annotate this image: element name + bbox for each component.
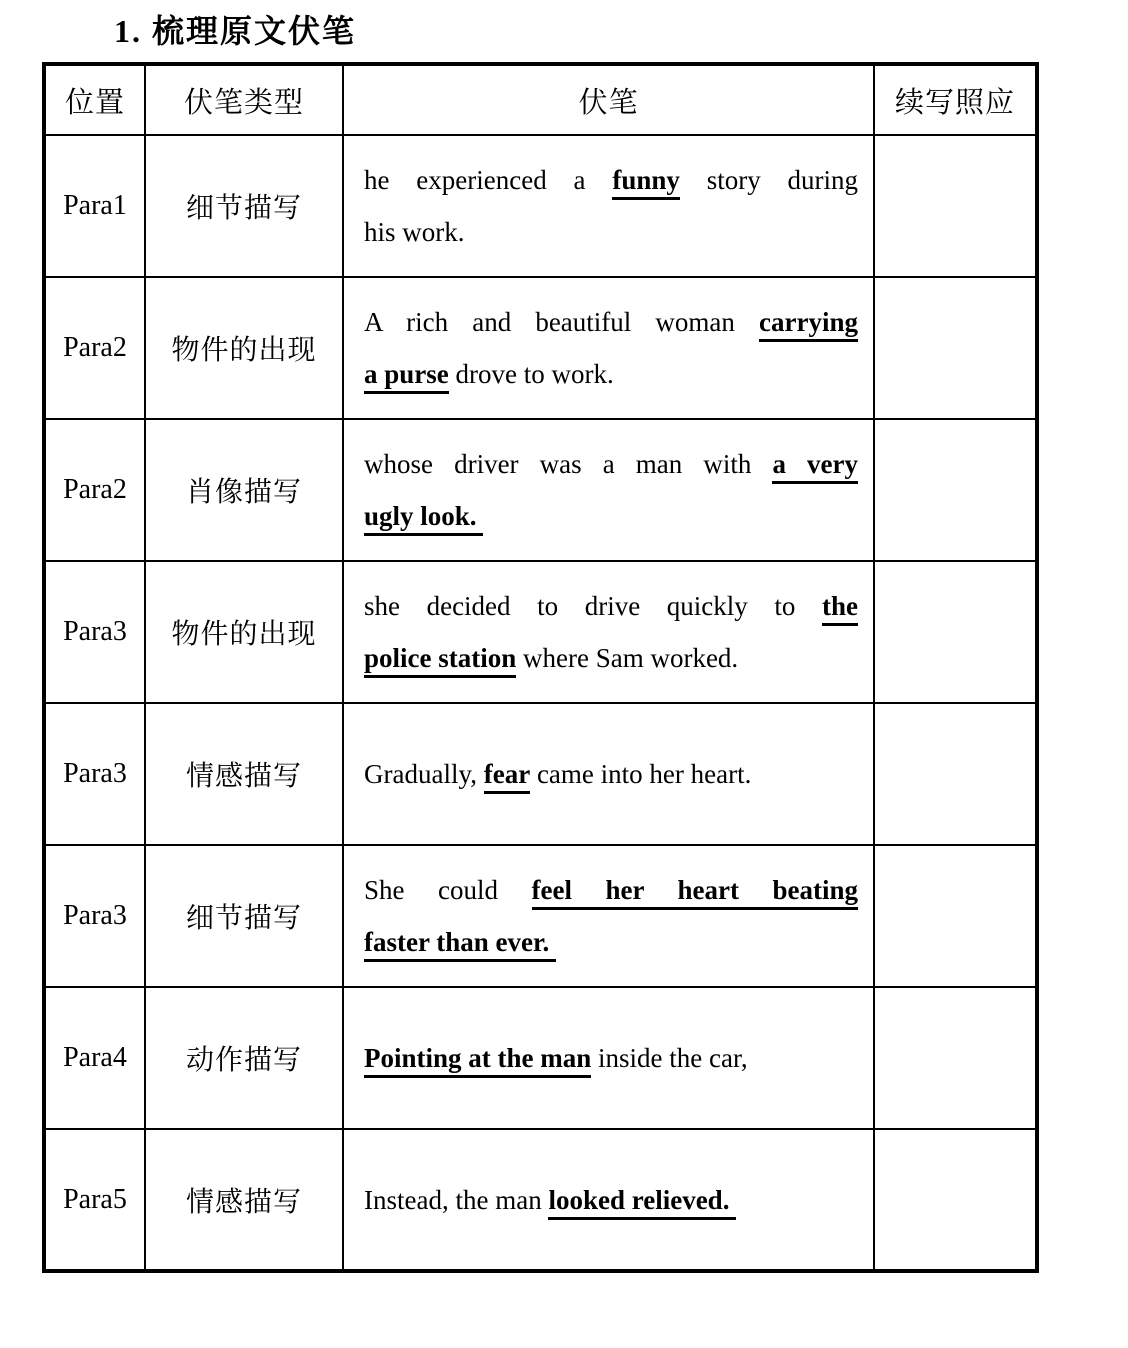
- type-cell: 动作描写: [145, 987, 343, 1129]
- header-row: [44, 64, 1037, 135]
- table-row: [44, 703, 1037, 845]
- text-line: [364, 438, 858, 490]
- foreshadowing-cell: [343, 419, 874, 561]
- text-line: [364, 154, 858, 206]
- position-cell: Para2: [44, 419, 145, 561]
- echo-cell: [874, 703, 1037, 845]
- text-segment: inside the car,: [591, 1043, 748, 1073]
- echo-cell: [874, 845, 1037, 987]
- highlighted-phrase: the: [822, 591, 858, 626]
- text-segment: She could: [364, 875, 532, 905]
- table-row: [44, 419, 1037, 561]
- text-line: [364, 748, 858, 800]
- echo-cell: [874, 1129, 1037, 1271]
- type-cell: 细节描写: [145, 135, 343, 277]
- foreshadowing-cell: [343, 845, 874, 987]
- type-cell: 情感描写: [145, 703, 343, 845]
- text-line: [364, 206, 858, 258]
- header-continuation-echo: 续写照应: [874, 64, 1037, 135]
- text-segment: Instead, the man: [364, 1184, 549, 1215]
- text-segment: came into her heart.: [530, 759, 752, 789]
- foreshadowing-cell: [343, 987, 874, 1129]
- echo-cell: [874, 561, 1037, 703]
- highlighted-phrase: a very: [772, 449, 858, 484]
- table-body: [44, 135, 1037, 1271]
- text-line: [364, 296, 858, 348]
- text-segment: Gradually,: [364, 759, 484, 789]
- text-segment: his work.: [364, 217, 465, 247]
- text-line: [364, 1174, 858, 1226]
- echo-cell: [874, 135, 1037, 277]
- table-row: [44, 845, 1037, 987]
- type-cell: 细节描写: [145, 845, 343, 987]
- text-line: [364, 916, 858, 968]
- foreshadowing-cell: [343, 1129, 874, 1271]
- highlighted-phrase: a purse: [364, 359, 449, 394]
- type-cell: 肖像描写: [145, 419, 343, 561]
- text-line: [364, 632, 858, 684]
- table-row: [44, 1129, 1037, 1271]
- foreshadowing-cell: [343, 135, 874, 277]
- text-line: [364, 1032, 858, 1084]
- text-segment: where Sam worked.: [516, 643, 739, 673]
- table-row: [44, 561, 1037, 703]
- foreshadowing-cell: [343, 703, 874, 845]
- foreshadowing-cell: [343, 277, 874, 419]
- highlighted-phrase: feel her heart beating: [532, 875, 858, 910]
- text-line: [364, 864, 858, 916]
- echo-cell: [874, 277, 1037, 419]
- header-foreshadow-type: 伏笔类型: [145, 64, 343, 135]
- foreshadowing-cell: [343, 561, 874, 703]
- text-segment: she decided to drive quickly to: [364, 591, 822, 621]
- foreshadowing-table: [42, 62, 1039, 1273]
- header-foreshadow: 伏笔: [343, 64, 874, 135]
- highlighted-phrase: police station: [364, 643, 516, 678]
- echo-cell: [874, 419, 1037, 561]
- table-row: [44, 987, 1037, 1129]
- position-cell: Para1: [44, 135, 145, 277]
- echo-cell: [874, 987, 1037, 1129]
- table-row: [44, 135, 1037, 277]
- table-row: [44, 277, 1037, 419]
- text-segment: story during: [679, 165, 858, 195]
- text-segment: A rich and beautiful woman: [364, 307, 760, 337]
- position-cell: Para2: [44, 277, 145, 419]
- text-line: [364, 348, 858, 400]
- text-segment: drove to work.: [448, 359, 614, 389]
- highlighted-phrase: looked relieved.: [548, 1185, 736, 1220]
- highlighted-phrase: Pointing at the man: [364, 1043, 591, 1078]
- page-title: 1. 梳理原文伏笔: [114, 13, 357, 49]
- type-cell: 物件的出现: [145, 561, 343, 703]
- highlighted-phrase: faster than ever.: [364, 927, 556, 962]
- position-cell: Para3: [44, 561, 145, 703]
- position-cell: Para3: [44, 845, 145, 987]
- position-cell: Para4: [44, 987, 145, 1129]
- highlighted-phrase: ugly look.: [364, 501, 483, 536]
- highlighted-phrase: fear: [484, 759, 530, 794]
- text-line: [364, 580, 858, 632]
- highlighted-phrase: funny: [612, 165, 680, 200]
- header-position: 位置: [44, 64, 145, 135]
- text-segment: whose driver was a man with: [364, 449, 773, 479]
- type-cell: 情感描写: [145, 1129, 343, 1271]
- position-cell: Para3: [44, 703, 145, 845]
- text-segment: he experienced a: [364, 165, 613, 195]
- type-cell: 物件的出现: [145, 277, 343, 419]
- position-cell: Para5: [44, 1129, 145, 1271]
- text-line: [364, 490, 858, 542]
- highlighted-phrase: carrying: [759, 307, 858, 342]
